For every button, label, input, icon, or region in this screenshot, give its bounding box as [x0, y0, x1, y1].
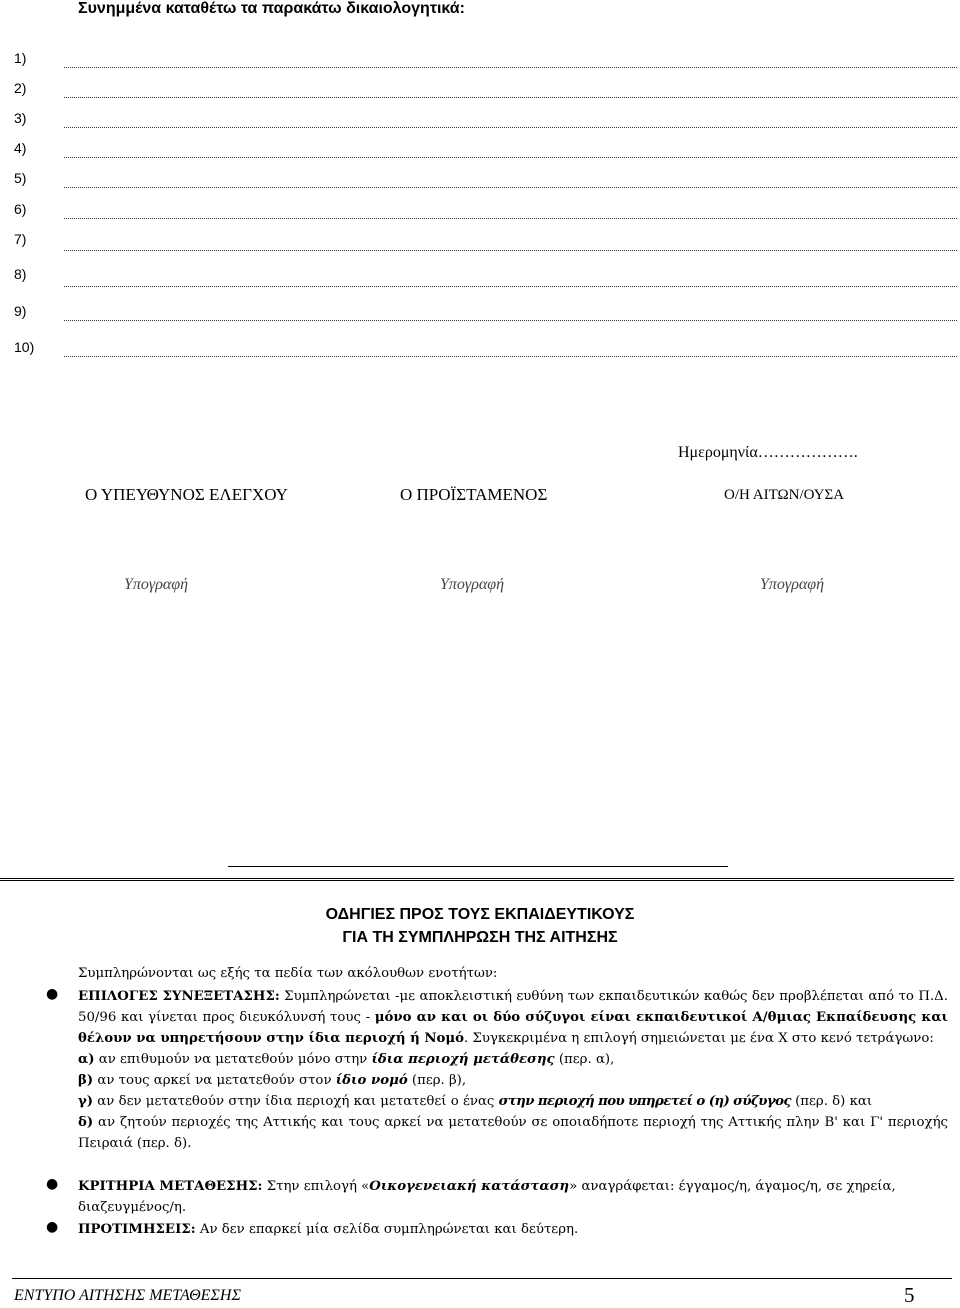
section-preferences-label: ΠΡΟΤΙΜΗΣΕΙΣ:: [78, 1222, 196, 1237]
option-b-text: αν τους αρκεί να μετατεθούν στον: [93, 1073, 336, 1088]
option-b-tail: (περ. β),: [407, 1073, 467, 1088]
option-b-emphasis: ίδιο νομό: [335, 1073, 408, 1088]
option-b-label: β): [78, 1073, 94, 1088]
attachment-line[interactable]: [64, 286, 957, 287]
option-c-emphasis: στην περιοχή που υπηρετεί ο (η) σύζυγος: [498, 1094, 791, 1109]
attachment-number: 8): [14, 266, 27, 282]
attachment-number: 3): [14, 110, 27, 126]
option-a-emphasis: ίδια περιοχή μετάθεσης: [371, 1052, 555, 1067]
section-preferences-text: Αν δεν επαρκεί μία σελίδα συμπληρώνεται και δεύτερη.: [195, 1222, 579, 1237]
footer-title: ΕΝΤΥΠΟ ΑΙΤΗΣΗΣ ΜΕΤΑΘΕΣΗΣ: [14, 1287, 241, 1304]
section-criteria-emphasis: Οικογενειακή κατάσταση: [369, 1179, 570, 1194]
section-options-condition: μόνο αν και οι δύο σύζυγοι είναι εκπαιδευτικοί Α/θμιας Εκπαίδευσης και θέλουν να υπηρετήσουν στην ίδια περιοχή ή Νομό: [78, 1010, 948, 1046]
option-a-text: αν επιθυμούν να μετατεθούν μόνο στην: [94, 1052, 372, 1067]
attachment-line[interactable]: [64, 356, 957, 357]
attachment-number: 6): [14, 201, 27, 217]
instructions-intro: Συμπληρώνονται ως εξής τα πεδία των ακόλουθων ενοτήτων:: [78, 966, 498, 981]
attachment-number: 1): [14, 50, 27, 66]
footer-divider: [12, 1278, 952, 1279]
attachments-heading: Συνημμένα καταθέτω τα παρακάτω δικαιολογητικά:: [78, 0, 465, 17]
section-preferences: [78, 1219, 948, 1240]
page-number: 5: [904, 1283, 915, 1307]
role-inspector: Ο ΥΠΕΥΘΥΝΟΣ ΕΛΕΓΧΟΥ: [85, 485, 288, 504]
divider-short: [228, 866, 728, 867]
bullet-icon: ●: [46, 1219, 59, 1235]
role-supervisor: Ο ΠΡΟΪΣΤΑΜΕΝΟΣ: [400, 485, 548, 504]
attachment-line[interactable]: [64, 157, 957, 158]
attachment-line[interactable]: [64, 250, 957, 251]
bullet-icon: ●: [46, 1176, 59, 1192]
attachment-line[interactable]: [64, 97, 957, 98]
signature-inspector[interactable]: Υπογραφή: [124, 576, 189, 593]
option-a-label: α): [78, 1052, 95, 1067]
date-label[interactable]: Ημερομηνία……………….: [678, 444, 858, 461]
option-d-text: αν ζητούν περιοχές της Αττικής και τους αρκεί να μετατεθούν σε οποιαδήποτε περιοχή της Αττικής πλην Β' και Γ' περιοχής Πειραιά (περ. δ).: [78, 1115, 948, 1151]
signature-supervisor[interactable]: Υπογραφή: [440, 576, 505, 593]
option-c-text: αν δεν μετατεθούν στην ίδια περιοχή και μετατεθεί ο ένας: [93, 1094, 499, 1109]
signature-applicant[interactable]: Υπογραφή: [760, 576, 825, 593]
attachment-number: 9): [14, 303, 27, 319]
attachment-line[interactable]: [64, 218, 957, 219]
option-a-tail: (περ. α),: [554, 1052, 615, 1067]
divider-thick: [0, 878, 954, 881]
attachment-line[interactable]: [64, 320, 957, 321]
attachment-line[interactable]: [64, 67, 957, 68]
attachment-line[interactable]: [64, 187, 957, 188]
section-criteria-label: ΚΡΙΤΗΡΙΑ ΜΕΤΑΘΕΣΗΣ:: [78, 1179, 263, 1194]
attachment-number: 4): [14, 140, 27, 156]
option-c-tail: (περ. δ) και: [790, 1094, 873, 1109]
section-criteria-tail: » αναγράφεται: έγγαμος/η, άγαμος/η, σε χηρεία, διαζευγμένος/η.: [78, 1179, 896, 1215]
attachment-number: 2): [14, 80, 27, 96]
bullet-icon: ●: [46, 986, 59, 1002]
attachment-number: 5): [14, 170, 27, 186]
attachment-line[interactable]: [64, 127, 957, 128]
section-options-text-tail: . Συγκεκριμένα η επιλογή σημειώνεται με ένα Χ στο κενό τετράγωνο:: [464, 1031, 934, 1046]
attachment-number: 7): [14, 231, 27, 247]
attachment-number: 10): [14, 339, 35, 355]
section-options-text: Συμπληρώνεται -με αποκλειστική ευθύνη των εκπαιδευτικών καθώς δεν προβλέπεται από το Π.Δ. 50/96 και γίνεται προς διευκόλυνσή τους -: [78, 989, 948, 1025]
option-d-label: δ): [78, 1115, 94, 1130]
instructions-title-line1: ΟΔΗΓΙΕΣ ΠΡΟΣ ΤΟΥΣ ΕΚΠΑΙΔΕΥΤΙΚΟΥΣ: [325, 906, 635, 923]
section-criteria-text: Στην επιλογή «: [262, 1179, 370, 1194]
role-applicant: Ο/Η ΑΙΤΩΝ/ΟΥΣΑ: [724, 487, 845, 503]
instructions-title-line2: ΓΙΑ ΤΗ ΣΥΜΠΛΗΡΩΣΗ ΤΗΣ ΑΙΤΗΣΗΣ: [342, 929, 618, 946]
section-options: [78, 986, 948, 1154]
option-c-label: γ): [78, 1094, 94, 1109]
section-options-label: ΕΠΙΛΟΓΕΣ ΣΥΝΕΞΕΤΑΣΗΣ:: [78, 989, 280, 1004]
section-criteria: [78, 1176, 948, 1218]
